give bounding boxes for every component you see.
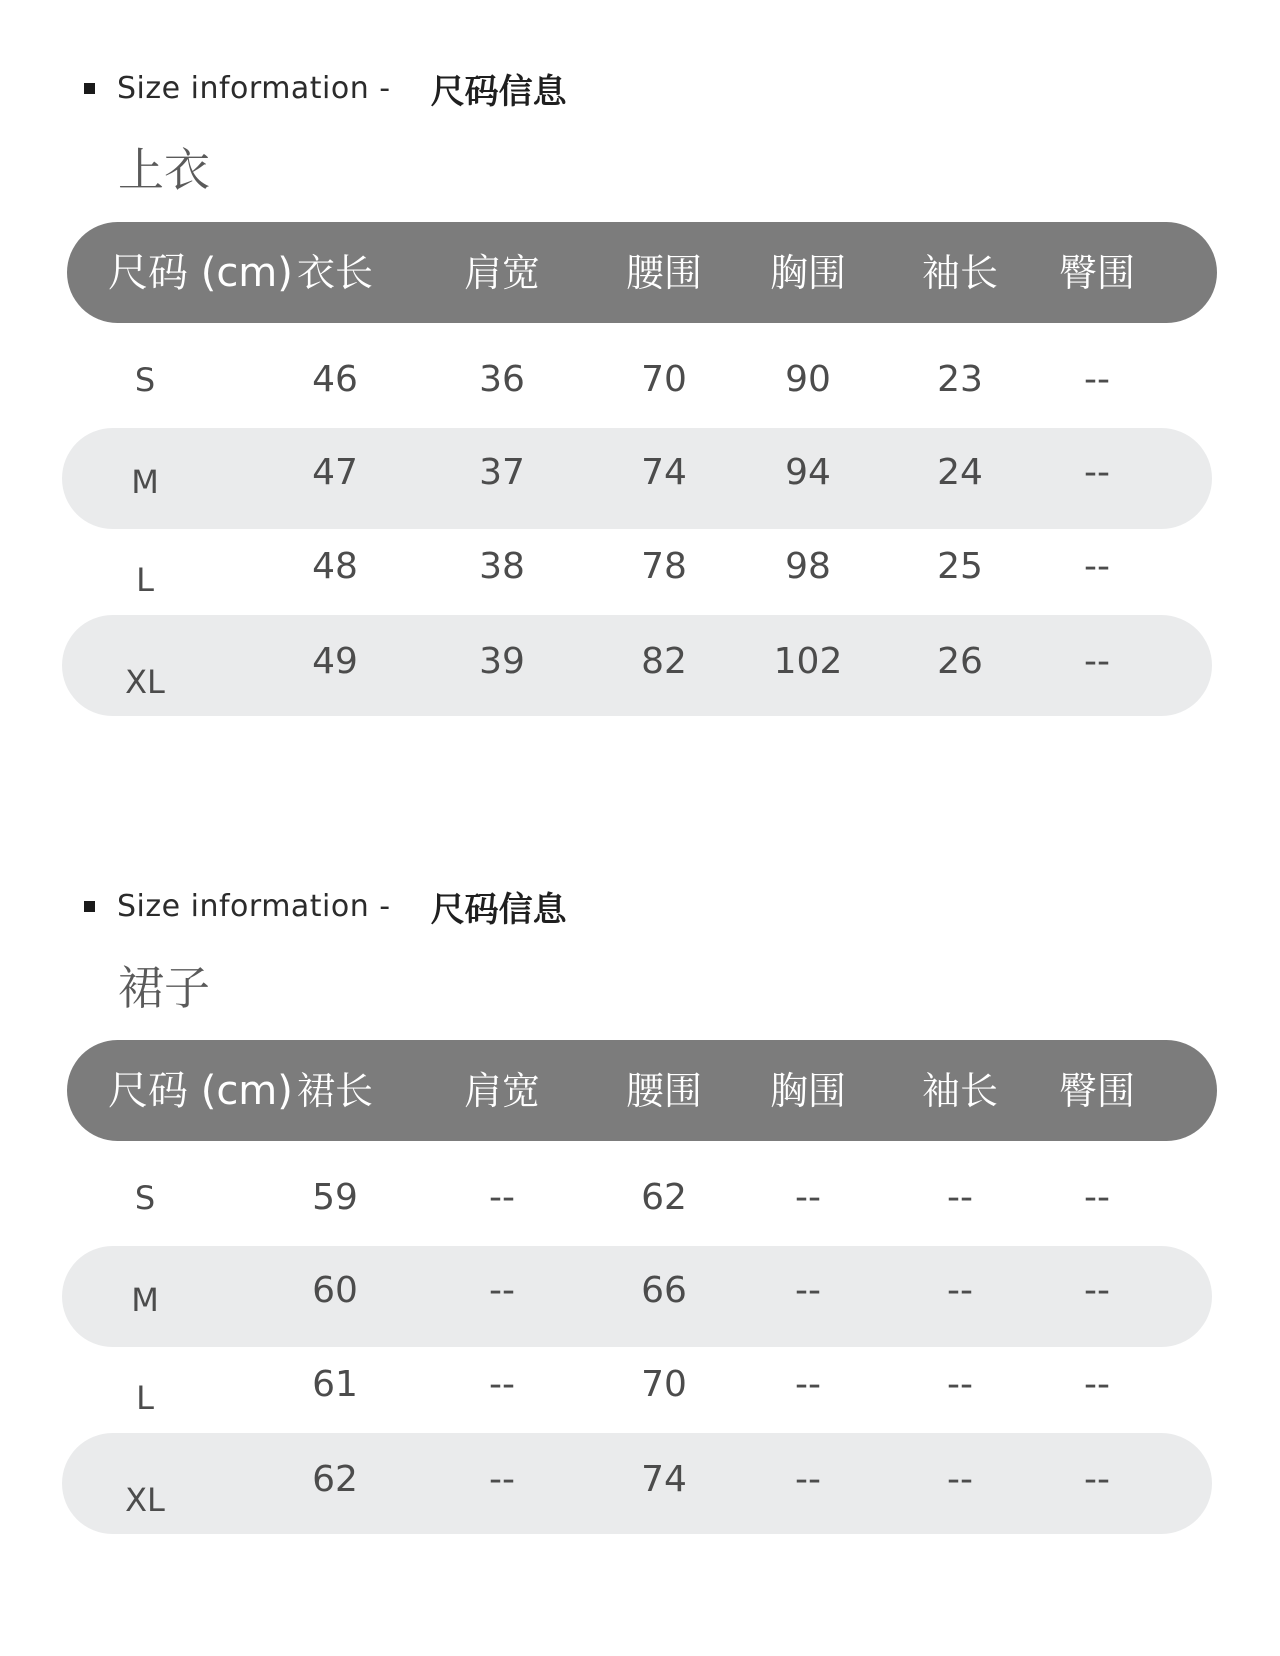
table-cell-value: 47 <box>312 452 358 493</box>
table-cell-value: -- <box>489 1364 515 1405</box>
column-header: 腰围 <box>625 1069 703 1113</box>
table-cell-value: -- <box>1084 546 1110 587</box>
table-cell-value: 74 <box>641 1459 687 1500</box>
table-cell-value: -- <box>1084 1459 1110 1500</box>
size-label: L <box>136 561 154 599</box>
table-cell-value: 23 <box>937 359 983 400</box>
row-highlight <box>62 428 1212 529</box>
bullet-square-icon <box>84 901 95 912</box>
table-cell-value: -- <box>489 1270 515 1311</box>
table-cell-value: -- <box>947 1459 973 1500</box>
table-cell-value: 24 <box>937 452 983 493</box>
table-cell-value: 102 <box>773 641 843 682</box>
table-cell-value: 25 <box>937 546 983 587</box>
table-cell-value: 66 <box>641 1270 687 1311</box>
table-cell-value: 90 <box>785 359 831 400</box>
table-cell-value: 94 <box>785 452 831 493</box>
table-cell-value: 70 <box>641 1364 687 1405</box>
column-header: 尺码 (cm) <box>108 250 293 296</box>
table-cell-value: 26 <box>937 641 983 682</box>
table-cell-value: 49 <box>312 641 358 682</box>
column-header: 臀围 <box>1058 251 1136 295</box>
table-cell-value: -- <box>1084 452 1110 493</box>
table-cell-value: -- <box>489 1459 515 1500</box>
table-cell-value: 82 <box>641 641 687 682</box>
column-header: 袖长 <box>921 1069 999 1113</box>
size-info-label-zh: 尺码信息 <box>430 889 567 930</box>
size-info-label: Size information - <box>117 888 391 924</box>
column-header: 衣长 <box>296 251 374 295</box>
table-cell-value: 36 <box>479 359 525 400</box>
size-label: S <box>134 361 156 399</box>
column-header: 腰围 <box>625 251 703 295</box>
section-title: 裙子 <box>118 961 210 1015</box>
table-cell-value: 98 <box>785 546 831 587</box>
table-cell-value: -- <box>489 1177 515 1218</box>
table-cell-value: -- <box>1084 1364 1110 1405</box>
table-cell-value: 61 <box>312 1364 358 1405</box>
table-cell-value: 78 <box>641 546 687 587</box>
column-header: 肩宽 <box>463 251 541 295</box>
table-cell-value: 59 <box>312 1177 358 1218</box>
table-cell-value: -- <box>795 1459 821 1500</box>
column-header: 裙长 <box>296 1069 374 1113</box>
table-cell-value: -- <box>795 1177 821 1218</box>
table-cell-value: -- <box>795 1270 821 1311</box>
column-header: 胸围 <box>769 251 847 295</box>
size-label: L <box>136 1379 154 1417</box>
size-label: XL <box>125 663 165 701</box>
table-cell-value: 37 <box>479 452 525 493</box>
size-info-label: Size information - <box>117 70 391 106</box>
table-cell-value: 38 <box>479 546 525 587</box>
table-cell-value: -- <box>947 1270 973 1311</box>
table-cell-value: 39 <box>479 641 525 682</box>
row-highlight <box>62 1433 1212 1534</box>
row-highlight <box>62 1246 1212 1347</box>
size-label: XL <box>125 1481 165 1519</box>
size-info-line <box>84 882 567 930</box>
table-cell-value: -- <box>947 1364 973 1405</box>
table-cell-value: -- <box>1084 1177 1110 1218</box>
size-label: M <box>131 1281 159 1319</box>
column-header: 尺码 (cm) <box>108 1068 293 1114</box>
section-title: 上衣 <box>118 143 210 197</box>
table-cell-value: -- <box>947 1177 973 1218</box>
table-cell-value: -- <box>1084 1270 1110 1311</box>
row-highlight <box>62 615 1212 716</box>
size-label: M <box>131 463 159 501</box>
column-header: 袖长 <box>921 251 999 295</box>
table-cell-value: 74 <box>641 452 687 493</box>
table-cell-value: 62 <box>641 1177 687 1218</box>
column-header: 胸围 <box>769 1069 847 1113</box>
table-cell-value: -- <box>795 1364 821 1405</box>
size-label: S <box>134 1179 156 1217</box>
size-info-label-zh: 尺码信息 <box>430 71 567 112</box>
table-cell-value: 62 <box>312 1459 358 1500</box>
column-header: 肩宽 <box>463 1069 541 1113</box>
table-cell-value: -- <box>1084 641 1110 682</box>
table-cell-value: 70 <box>641 359 687 400</box>
column-header: 臀围 <box>1058 1069 1136 1113</box>
bullet-square-icon <box>84 83 95 94</box>
table-cell-value: -- <box>1084 359 1110 400</box>
size-info-line <box>84 64 567 112</box>
table-cell-value: 48 <box>312 546 358 587</box>
table-cell-value: 60 <box>312 1270 358 1311</box>
table-cell-value: 46 <box>312 359 358 400</box>
